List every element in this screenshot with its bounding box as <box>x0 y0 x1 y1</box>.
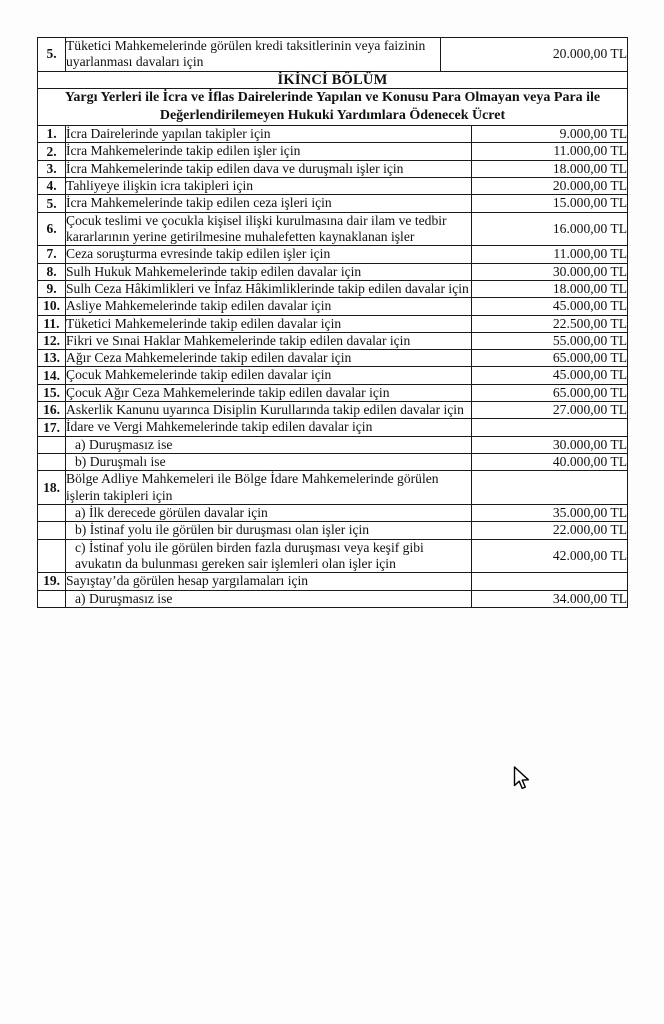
row-description: Sulh Ceza Hâkimlikleri ve İnfaz Hâkimliklerinde takip edilen davalar için <box>66 280 472 297</box>
table-row <box>38 504 628 521</box>
arrow-pointer-icon <box>513 766 531 792</box>
row-price: 20.000,00 TL <box>441 38 628 72</box>
row-price: 18.000,00 TL <box>472 160 628 177</box>
table-row <box>38 436 628 453</box>
table-row <box>38 126 628 143</box>
row-price: 42.000,00 TL <box>472 539 628 573</box>
row-description: Tüketici Mahkemelerinde görülen kredi taksitlerinin veya faizinin uyarlanması davaları için <box>66 38 441 72</box>
row-price <box>472 573 628 590</box>
row-price: 18.000,00 TL <box>472 280 628 297</box>
row-description: Sayıştay’da görülen hesap yargılamaları için <box>66 573 472 590</box>
table-row <box>38 246 628 263</box>
row-number: 5. <box>38 195 66 212</box>
row-number: 17. <box>38 419 66 436</box>
row-price: 35.000,00 TL <box>472 504 628 521</box>
row-number: 7. <box>38 246 66 263</box>
table-row <box>38 573 628 590</box>
row-number <box>38 504 66 521</box>
table-row <box>38 350 628 367</box>
row-number: 4. <box>38 178 66 195</box>
row-price: 45.000,00 TL <box>472 367 628 384</box>
row-description: Çocuk teslimi ve çocukla kişisel ilişki kurulmasına dair ilam ve tedbir kararlarının yerine getirilmesine muhalefetten kaynaklanan işler <box>66 212 472 246</box>
row-number <box>38 454 66 471</box>
row-number <box>38 436 66 453</box>
previous-section-partial-table <box>37 37 628 72</box>
table-row <box>38 298 628 315</box>
table-row <box>38 178 628 195</box>
row-number: 13. <box>38 350 66 367</box>
row-number: 19. <box>38 573 66 590</box>
row-number: 16. <box>38 402 66 419</box>
row-price: 27.000,00 TL <box>472 402 628 419</box>
row-subitem-description: b) İstinaf yolu ile görülen bir duruşması olan işler için <box>66 522 472 539</box>
row-price: 40.000,00 TL <box>472 454 628 471</box>
row-price: 34.000,00 TL <box>472 590 628 607</box>
table-row <box>38 471 628 505</box>
row-price: 16.000,00 TL <box>472 212 628 246</box>
row-subitem-description: c) İstinaf yolu ile görülen birden fazla duruşması veya keşif gibi avukatın da bulunması gereken sair işlemleri olan işler için <box>66 539 472 573</box>
row-number: 1. <box>38 126 66 143</box>
row-price: 22.000,00 TL <box>472 522 628 539</box>
row-description: Fikri ve Sınai Haklar Mahkemelerinde takip edilen davalar için <box>66 332 472 349</box>
row-description: Çocuk Ağır Ceza Mahkemelerinde takip edilen davalar için <box>66 384 472 401</box>
table-row <box>38 143 628 160</box>
row-description: Askerlik Kanunu uyarınca Disiplin Kurullarında takip edilen davalar için <box>66 402 472 419</box>
row-price: 15.000,00 TL <box>472 195 628 212</box>
row-description: Bölge Adliye Mahkemeleri ile Bölge İdare Mahkemelerinde görülen işlerin takipleri için <box>66 471 472 505</box>
section-subtitle-row <box>38 89 628 126</box>
section-band-title: İKİNCİ BÖLÜM <box>38 71 628 89</box>
row-number: 10. <box>38 298 66 315</box>
row-number: 5. <box>38 38 66 72</box>
row-description: İcra Mahkemelerinde takip edilen ceza işleri için <box>66 195 472 212</box>
row-description: Çocuk Mahkemelerinde takip edilen davalar için <box>66 367 472 384</box>
table-row <box>38 38 628 72</box>
row-price: 55.000,00 TL <box>472 332 628 349</box>
fee-schedule-table <box>37 71 628 608</box>
section-band-row <box>38 71 628 89</box>
table-row <box>38 539 628 573</box>
section-subtitle: Yargı Yerleri ile İcra ve İflas Dairelerinde Yapılan ve Konusu Para Olmayan veya Para ile Değerlendirilemeyen Hukuki Yardımlara Ödenecek Ücret <box>38 89 628 126</box>
row-number: 12. <box>38 332 66 349</box>
row-number: 2. <box>38 143 66 160</box>
row-number: 8. <box>38 263 66 280</box>
row-price: 65.000,00 TL <box>472 350 628 367</box>
row-price <box>472 471 628 505</box>
row-number: 11. <box>38 315 66 332</box>
table-row <box>38 384 628 401</box>
row-price: 30.000,00 TL <box>472 436 628 453</box>
row-subitem-description: a) İlk derecede görülen davalar için <box>66 504 472 521</box>
table-row <box>38 590 628 607</box>
row-description: İcra Mahkemelerinde takip edilen dava ve duruşmalı işler için <box>66 160 472 177</box>
row-subitem-description: a) Duruşmasız ise <box>66 436 472 453</box>
row-price: 9.000,00 TL <box>472 126 628 143</box>
table-row <box>38 263 628 280</box>
row-price: 65.000,00 TL <box>472 384 628 401</box>
row-description: Tüketici Mahkemelerinde takip edilen davalar için <box>66 315 472 332</box>
row-price: 30.000,00 TL <box>472 263 628 280</box>
row-number: 3. <box>38 160 66 177</box>
row-description: İdare ve Vergi Mahkemelerinde takip edilen davalar için <box>66 419 472 436</box>
row-number: 9. <box>38 280 66 297</box>
row-description: Asliye Mahkemelerinde takip edilen davalar için <box>66 298 472 315</box>
row-price: 45.000,00 TL <box>472 298 628 315</box>
row-number: 15. <box>38 384 66 401</box>
row-description: Ağır Ceza Mahkemelerinde takip edilen davalar için <box>66 350 472 367</box>
row-subitem-description: b) Duruşmalı ise <box>66 454 472 471</box>
table-row <box>38 402 628 419</box>
row-price <box>472 419 628 436</box>
row-price: 11.000,00 TL <box>472 143 628 160</box>
row-price: 11.000,00 TL <box>472 246 628 263</box>
row-price: 22.500,00 TL <box>472 315 628 332</box>
table-row <box>38 522 628 539</box>
table-row <box>38 367 628 384</box>
table-row <box>38 454 628 471</box>
table-row <box>38 332 628 349</box>
row-description: İcra Mahkemelerinde takip edilen işler için <box>66 143 472 160</box>
table-row <box>38 212 628 246</box>
row-number <box>38 539 66 573</box>
row-number: 14. <box>38 367 66 384</box>
row-number <box>38 522 66 539</box>
row-description: İcra Dairelerinde yapılan takipler için <box>66 126 472 143</box>
row-subitem-description: a) Duruşmasız ise <box>66 590 472 607</box>
table-row <box>38 315 628 332</box>
row-description: Sulh Hukuk Mahkemelerinde takip edilen davalar için <box>66 263 472 280</box>
row-number <box>38 590 66 607</box>
row-description: Ceza soruşturma evresinde takip edilen işler için <box>66 246 472 263</box>
table-row <box>38 419 628 436</box>
row-number: 6. <box>38 212 66 246</box>
table-row <box>38 195 628 212</box>
table-row <box>38 160 628 177</box>
row-number: 18. <box>38 471 66 505</box>
row-price: 20.000,00 TL <box>472 178 628 195</box>
row-description: Tahliyeye ilişkin icra takipleri için <box>66 178 472 195</box>
table-row <box>38 280 628 297</box>
